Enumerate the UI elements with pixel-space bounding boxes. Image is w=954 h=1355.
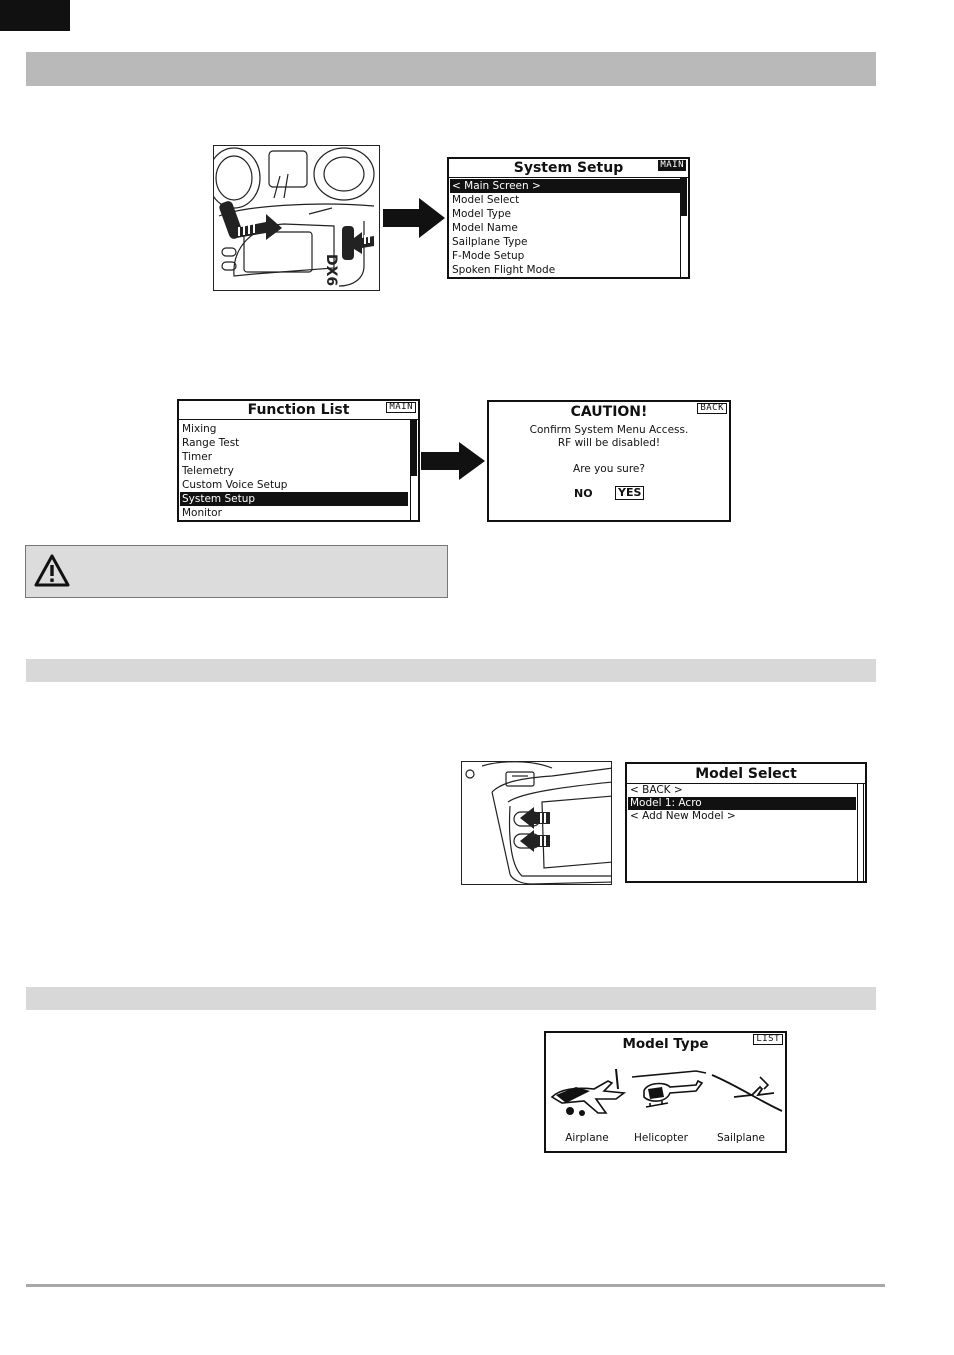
- menu-item[interactable]: Model Select: [452, 194, 520, 206]
- airplane-label[interactable]: Airplane: [565, 1132, 609, 1144]
- caution-question: Are you sure?: [573, 463, 645, 475]
- list-tag[interactable]: LIST: [753, 1034, 783, 1045]
- caution-screen: [487, 400, 731, 522]
- menu-item[interactable]: System Setup: [180, 492, 408, 506]
- screen-tag: MAIN: [660, 160, 684, 170]
- menu-list: [628, 784, 856, 823]
- menu-item[interactable]: Range Test: [182, 437, 240, 449]
- transmitter-photo: [213, 145, 380, 291]
- sailplane-icon: [712, 1075, 782, 1111]
- system-setup-screen: [447, 157, 690, 279]
- model-select-screen: [625, 762, 867, 883]
- scrollbar[interactable]: [410, 420, 417, 520]
- scrollbar-thumb[interactable]: [411, 420, 417, 476]
- yes-button[interactable]: YES: [615, 486, 644, 500]
- menu-item[interactable]: Sailplane Type: [452, 236, 528, 248]
- menu-item[interactable]: Model 1: Acro: [628, 797, 856, 810]
- warning-triangle-icon: [34, 554, 70, 588]
- scrollbar-thumb[interactable]: [681, 178, 687, 216]
- menu-item[interactable]: Model Type: [452, 208, 511, 220]
- helicopter-label[interactable]: Helicopter: [634, 1132, 688, 1144]
- menu-item[interactable]: Telemetry: [182, 465, 234, 477]
- screen-title: Model Type: [622, 1036, 709, 1052]
- menu-item[interactable]: F-Mode Setup: [452, 250, 525, 262]
- screen-title: Model Select: [695, 766, 797, 782]
- page-tab-block: [0, 0, 70, 31]
- scrollbar-track[interactable]: [858, 784, 864, 883]
- caution-line-1: Confirm System Menu Access.: [529, 424, 689, 436]
- scrollbar[interactable]: [857, 784, 864, 883]
- screen-tag: MAIN: [386, 402, 416, 413]
- transmitter-closeup-photo: [461, 761, 612, 885]
- back-tag[interactable]: BACK: [697, 403, 727, 414]
- helicopter-icon: [632, 1071, 706, 1107]
- menu-item[interactable]: < Main Screen >: [450, 179, 680, 193]
- no-button[interactable]: NO: [574, 487, 593, 500]
- menu-list: [180, 422, 408, 520]
- caution-title: CAUTION!: [570, 404, 648, 420]
- scrollbar[interactable]: [680, 178, 687, 278]
- airplane-icon: [552, 1069, 624, 1116]
- menu-item[interactable]: Model Name: [452, 222, 518, 234]
- menu-item[interactable]: Monitor: [182, 507, 222, 519]
- menu-item[interactable]: Spoken Flight Mode: [452, 264, 556, 276]
- menu-list: [450, 179, 680, 277]
- section-header-bar-2: [26, 659, 876, 682]
- screen-title: System Setup: [513, 160, 624, 176]
- section-header-bar-1: [26, 52, 876, 86]
- menu-item[interactable]: Custom Voice Setup: [182, 479, 288, 491]
- menu-item[interactable]: < Add New Model >: [630, 810, 736, 822]
- screen-title: Function List: [247, 402, 350, 418]
- function-list-screen: [177, 399, 420, 522]
- section-header-bar-3: [26, 987, 876, 1010]
- brand-label: DX6: [323, 254, 339, 287]
- menu-item[interactable]: Mixing: [182, 423, 217, 435]
- sailplane-label[interactable]: Sailplane: [716, 1132, 766, 1144]
- menu-item[interactable]: < BACK >: [630, 784, 683, 796]
- arrow-right-icon: [421, 442, 485, 480]
- menu-item[interactable]: Timer: [182, 451, 213, 463]
- arrow-right-icon: [383, 198, 445, 238]
- model-type-screen: [544, 1031, 787, 1153]
- footer-rule: [26, 1284, 885, 1287]
- warning-box: [25, 545, 448, 598]
- caution-line-2: RF will be disabled!: [557, 437, 661, 449]
